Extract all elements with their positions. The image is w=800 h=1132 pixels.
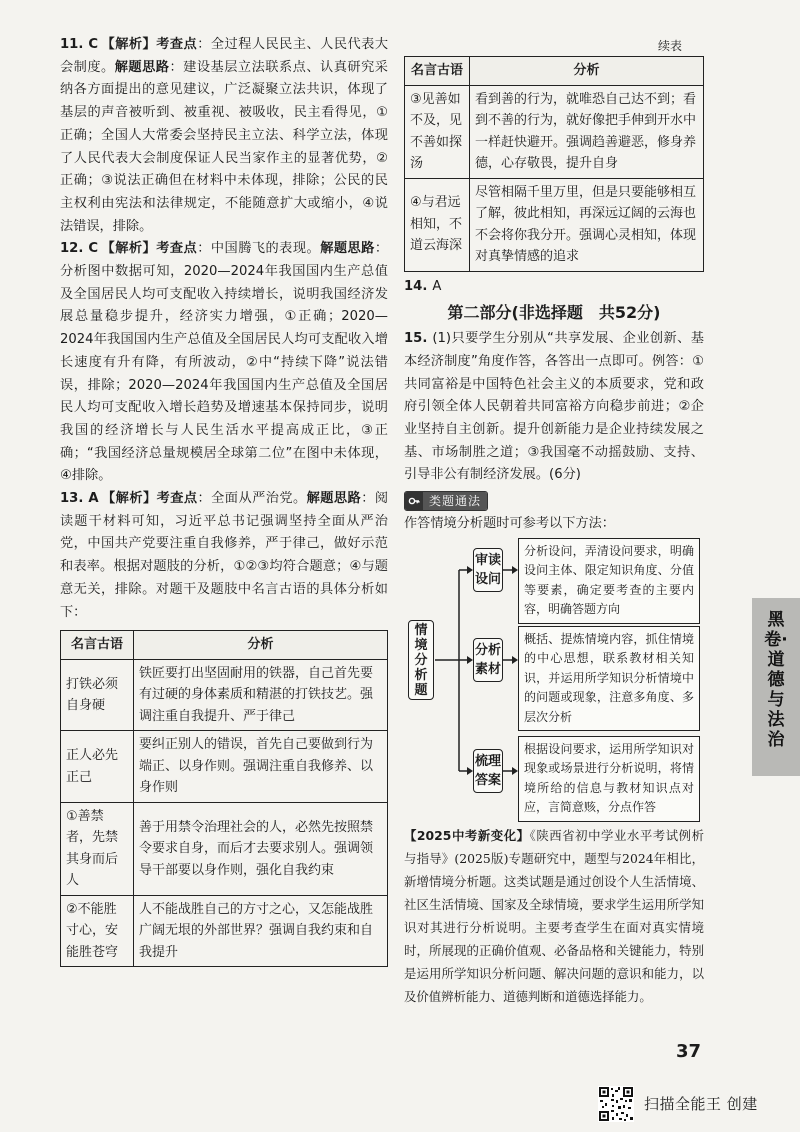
page-number: 37 — [676, 1041, 702, 1062]
table-header-quote: 名言古语 — [61, 631, 134, 660]
question-number: 13. — [60, 491, 84, 507]
quote-cell: ③见善如不及，见不善如探汤 — [405, 85, 470, 178]
analysis-cell: 要纠正别人的错误，首先自己要做到行为端正、以身作则。强调注重自我修养、以身作则 — [134, 731, 388, 803]
analysis-tag: 【解析】 — [101, 491, 157, 507]
analysis-tag: 【解析】 — [101, 241, 157, 257]
table-row — [61, 895, 388, 967]
analysis-tag: 【解析】 — [101, 37, 157, 52]
question-number: 12. — [60, 241, 84, 257]
question-number: 11. — [60, 37, 84, 52]
keyword-label: 解题思路 — [306, 491, 362, 507]
table-row — [61, 802, 388, 895]
quote-cell: ②不能胜寸心，安能胜苍穹 — [61, 895, 134, 967]
solution-text: ：分析图中数据可知，2020—2024年我国国内生产总值及全国居民人均可支配收入持续增长，说明我国经济发展总量稳步提升，经济实力增强，①正确；2020—2024年我国国内生产总值及全国居民人均可支配收入增长速度有升有降，有所波动，②中“持续下降”说法错误，排除；2020—2024年我国国内生产总值及全国居民人均可支配收入增长趋势及增速基本保持同步，说明我国的经济增长与人民生活水平提高成正比，③正确；“我国经济总量规模居全球第二位”在图中未体现，④排除。 — [60, 241, 389, 484]
analysis-cell: 尽管相隔千里万里，但是只要能够相互了解，彼此相知，再深远辽阔的云海也不会将你我分开。强调心灵相知，体现对真挚情感的追求 — [470, 178, 704, 271]
exam-point-text: ：全面从严治党。 — [197, 491, 307, 507]
keyword-label: 考查点 — [156, 241, 198, 257]
step-desc-box: 概括、提炼情境内容，抓住情境的中心思想，联系教材相关知识，并运用所学知识分析情境中的问题或现象，注意多角度、多层次分析 — [518, 626, 700, 732]
exam-change-note — [404, 824, 704, 1008]
method-badge-label: 类题通法 — [423, 492, 487, 510]
note-title: 【2025中考新变化】 — [404, 827, 530, 843]
table-header-row — [405, 57, 704, 86]
analysis-cell: 善于用禁令治理社会的人，必然先按照禁令要求自身，而后才去要求别人。强调领导干部要以身作则，强化自我约束 — [134, 802, 388, 895]
quote-cell: ④与君远相知，不道云海深 — [405, 178, 470, 271]
keyword-label: 考查点 — [156, 491, 198, 507]
table-continued-label: 续表 — [657, 39, 682, 53]
analysis-cell: 看到善的行为，就唯恐自己达不到；看到不善的行为，就好像把手伸到开水中一样赶快避开。强调趋善避恶，修身养德，心存敬畏，提升自身 — [470, 85, 704, 178]
table-header-analysis: 分析 — [470, 57, 704, 86]
solution-text: ：阅读题干材料可知，习近平总书记强调坚持全面从严治党，中国共产党要注重自我修养，严于律己，做好示范和表率。根据对题肢的分析，①②③均符合题意；④与题意无关，排除。对题干及题肢中名言古语的具体分析如下： — [60, 491, 389, 620]
analysis-cell: 铁匠要打出坚固耐用的铁器，自己首先要有过硬的身体素质和精湛的打铁技艺。强调注重自我提升、严于律己 — [134, 659, 388, 731]
keyword-label: 考查点 — [156, 37, 198, 52]
table-header-row — [61, 631, 388, 660]
method-badge — [404, 491, 488, 511]
main-topic-box: 情境分析题 — [408, 620, 434, 700]
left-column — [60, 34, 388, 967]
keyword-label: 解题思路 — [320, 241, 375, 257]
part-two-heading: 第二部分(非选择题 共52分) — [447, 303, 661, 323]
question-12 — [60, 238, 388, 488]
question-13 — [60, 488, 388, 624]
table-header-quote: 名言古语 — [405, 57, 470, 86]
answer-letter: C — [88, 241, 99, 257]
solution-text: ：建设基层立法联系点、认真研究采纳各方面提出的意见建议，广泛凝聚立法共识，体现了基层的声音被听到、被重视、被吸收，民主看得见，①正确；全国人大常委会坚持民主立法、科学立法，体现了人民代表大会制度保证人民当家作主的显著优势，②正确；③说法正确但在材料中未体现，排除；公民的民主权利由宪法和法律规定，不能随意扩大或缩小，④说法错误，排除。 — [60, 59, 388, 234]
right-column — [404, 38, 704, 1008]
quotes-analysis-table — [60, 630, 388, 967]
analysis-cell: 人不能战胜自己的方寸之心，又怎能战胜广阔无垠的外部世界？强调自我约束和自我提升 — [134, 895, 388, 967]
quote-cell: 打铁必须自身硬 — [61, 659, 134, 731]
keyword-label: 解题思路 — [114, 59, 170, 75]
table-row — [61, 659, 388, 731]
answer-letter: A — [88, 491, 99, 507]
quote-cell: 正人必先正己 — [61, 731, 134, 803]
step-label-box: 审读设问 — [473, 548, 503, 592]
answer-text: (1)只要学生分别从“共享发展、企业创新、基本经济制度”角度作答，各答出一点即可。例答：①共同富裕是中国特色社会主义的本质要求，党和政府引领全体人民朝着共同富裕方向稳步前进；②企业坚持自主创新。提升创新能力是企业持续发展之基、市场制胜之道；③我国毫不动摇鼓励、支持、引导非公有制经济发展。(6分) — [404, 331, 704, 483]
quotes-analysis-table-continued — [404, 56, 704, 272]
exam-point-text: ：全过程人民民主、人民代表大会制度。 — [60, 37, 389, 75]
subject-side-tab — [752, 598, 800, 776]
step-label-box: 分析素材 — [473, 638, 503, 682]
question-15 — [404, 328, 704, 487]
step-desc-box: 根据设问要求，运用所学知识对现象或场景进行分析说明，将情境所给的信息与教材知识点对应，言简意赅，分点作答 — [518, 736, 700, 822]
table-row — [405, 178, 704, 271]
table-header-analysis: 分析 — [134, 631, 388, 660]
table-row — [61, 731, 388, 803]
method-flow-diagram — [404, 538, 704, 818]
side-tab-label: 黑卷·道德与法治 — [764, 610, 788, 750]
question-number: 15. — [404, 331, 428, 347]
method-badge-row — [404, 491, 704, 511]
scanner-watermark — [598, 1086, 758, 1122]
note-text: 《陕西省初中学业水平考试例析与指导》(2025版)专题研究中，题型与2024年相比，新增情境分析题。这类试题是通过创设个人生活情境、社区生活情境、国家及全球情境，要求学生运用所学知识对其进行分析说明。主要考查学生在面对真实情境时，所展现的正确价值观、必备品格和关键能力，特别是运用所学知识分析问题、解决问题的意识和能力，以及价值辨析能力、道德判断和道德选择能力。 — [404, 827, 704, 1004]
answer-letter: C — [88, 37, 99, 52]
question-14 — [404, 276, 704, 299]
step-desc-box: 分析设问，弄清设问要求，明确设问主体、限定知识角度、分值等要素，确定要考查的主要内容，明确答题方向 — [518, 538, 700, 624]
question-11 — [60, 34, 388, 238]
key-icon — [405, 492, 423, 510]
table-row — [405, 85, 704, 178]
scanner-credit-text: 扫描全能王 创建 — [644, 1094, 758, 1113]
exam-point-text: ：中国腾飞的表现。 — [197, 241, 321, 257]
method-intro: 作答情境分析题时可参考以下方法： — [404, 516, 615, 532]
question-number: 14. — [404, 278, 428, 294]
qr-code-icon — [598, 1086, 634, 1122]
quote-cell: ①善禁者，先禁其身而后人 — [61, 802, 134, 895]
step-label-box: 梳理答案 — [473, 749, 503, 793]
answer-letter: A — [432, 278, 442, 294]
